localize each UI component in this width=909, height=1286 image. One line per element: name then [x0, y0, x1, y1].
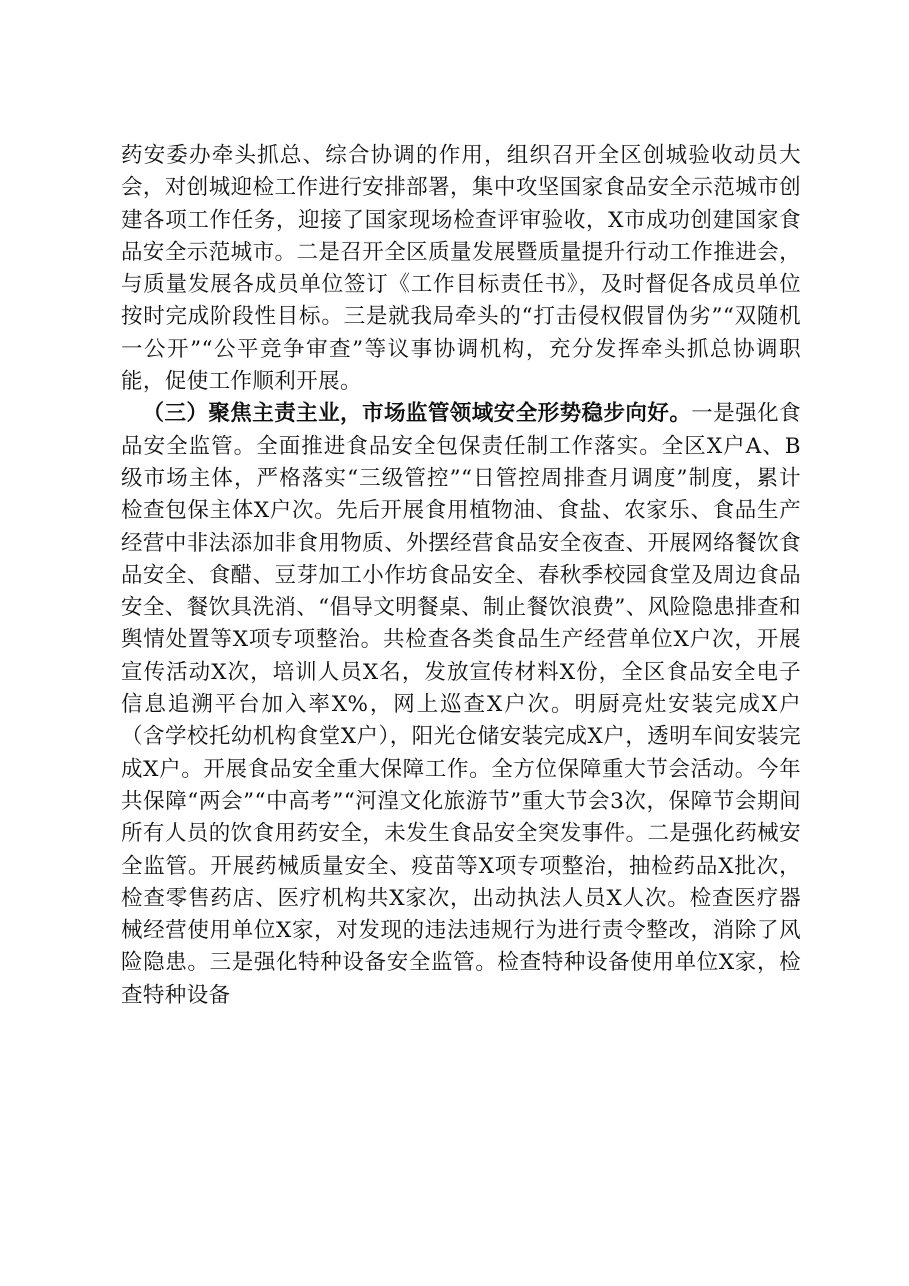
document-body [121, 140, 801, 1012]
section-heading: （三）聚焦主责主业，市场监管领域安全形势稳步向好。 [142, 401, 692, 427]
paragraph-1 [121, 140, 801, 398]
paragraph-1-text: 药安委办牵头抓总、综合协调的作用，组织召开全区创城验收动员大会，对创城迎检工作进行安排部署，集中攻坚国家食品安全示范城市创建各项工作任务，迎接了国家现场检查评审验收，X市成功创建国家食品安全示范城市。二是召开全区质量发展暨质量提升行动工作推进会，与质量发展各成员单位签订《工作目标责任书》，及时督促各成员单位按时完成阶段性目标。三是就我局牵头的“打击侵权假冒伪劣”“双随机一公开”“公平竞争审查”等议事协调机构，充分发挥牵头抓总协调职能，促使工作顺利开展。 [121, 143, 801, 395]
paragraph-2 [121, 398, 801, 1012]
paragraph-2-text: 一是强化食品安全监管。全面推进食品安全包保责任制工作落实。全区X户A、B级市场主体，严格落实“三级管控”“日管控周排查月调度”制度，累计检查包保主体X户次。先后开展食用植物油、食盐、农家乐、食品生产经营中非法添加非食用物质、外摆经营食品安全夜查、开展网络餐饮食品安全、食醋、豆芽加工小作坊食品安全、春秋季校园食堂及周边食品安全、餐饮具洗消、“倡导文明餐桌、制止餐饮浪费”、风险隐患排查和舆情处置等X项专项整治。共检查各类食品生产经营单位X户次，开展宣传活动X次，培训人员X名，发放宣传材料X份，全区食品安全电子信息追溯平台加入率X%，网上巡查X户次。明厨亮灶安装完成X户（含学校托幼机构食堂X户），阳光仓储安装完成X户，透明车间安装完成X户。开展食品安全重大保障工作。全方位保障重大节会活动。今年共保障“两会”“中高考”“河湟文化旅游节”重大节会3次，保障节会期间所有人员的饮食用药安全，未发生食品安全突发事件。二是强化药械安全监管。开展药械质量安全、疫苗等X项专项整治，抽检药品X批次，检查零售药店、医疗机构共X家次，出动执法人员X人次。检查医疗器械经营使用单位X家，对发现的违法违规行为进行责令整改，消除了风险隐患。三是强化特种设备安全监管。检查特种设备使用单位X家，检查特种设备 [121, 401, 801, 1008]
